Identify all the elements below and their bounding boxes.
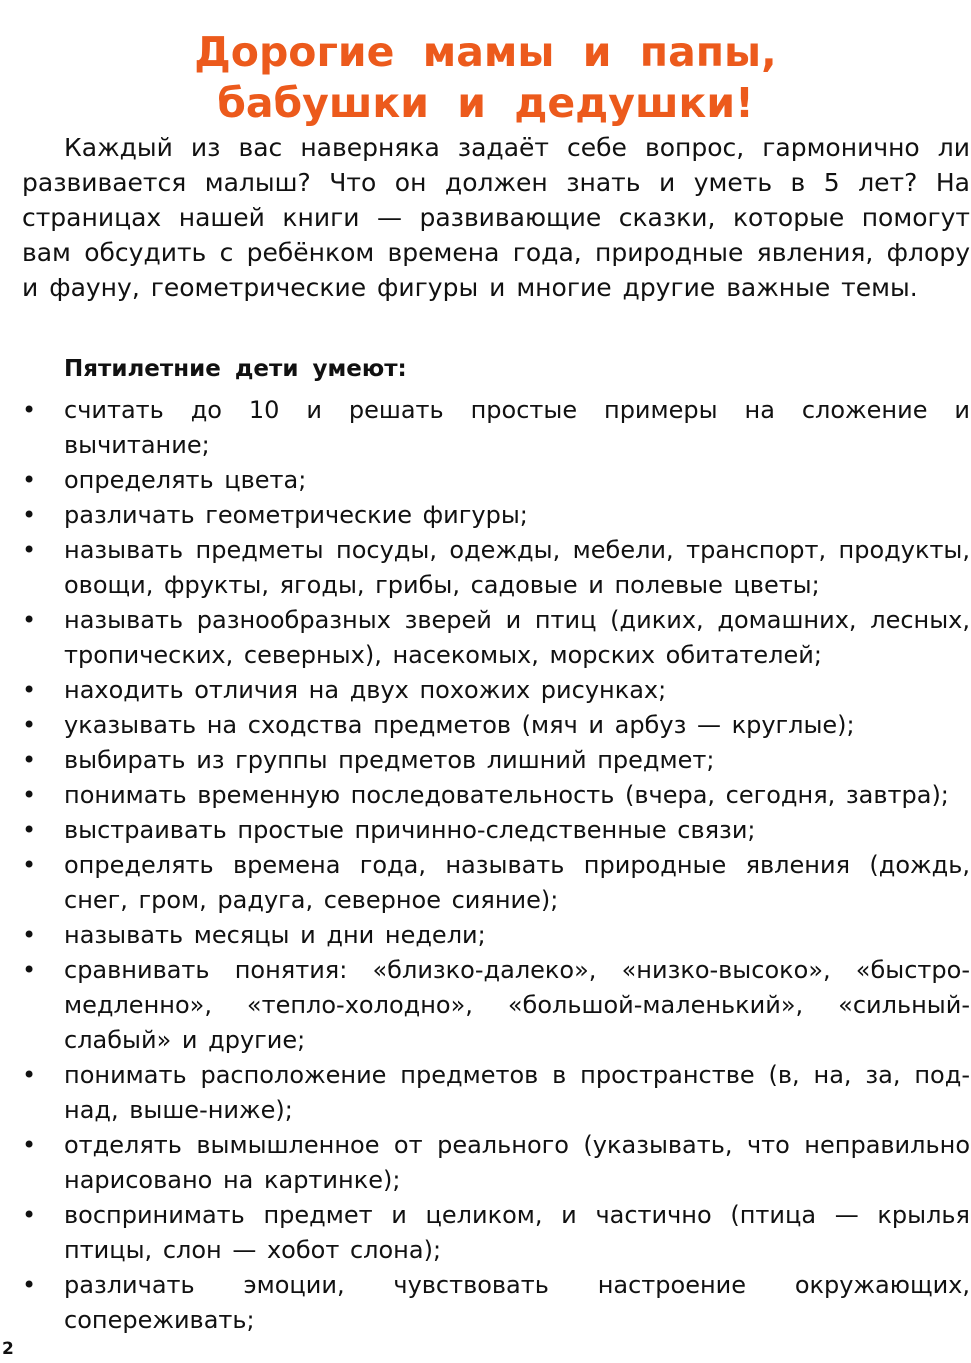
bullet-icon: • (22, 816, 37, 844)
skill-text: отделять вымышленное от реального (указывать, что неправильно нарисовано на картинке); (64, 1131, 970, 1194)
skill-list-item (22, 813, 970, 848)
skills-heading: Пятилетние дети умеют: (64, 356, 407, 382)
bullet-icon: • (22, 711, 37, 739)
bullet-icon: • (22, 606, 37, 634)
skill-list-item (22, 533, 970, 603)
skill-text: различать геометрические фигуры; (64, 501, 528, 529)
skill-list-item (22, 1058, 970, 1128)
skill-text: понимать временную последовательность (вчера, сегодня, завтра); (64, 781, 949, 809)
bullet-icon: • (22, 396, 37, 424)
bullet-icon: • (22, 851, 37, 879)
skill-text: называть месяцы и дни недели; (64, 921, 486, 949)
skill-text: определять времена года, называть природные явления (дождь, снег, гром, радуга, северное сияние); (64, 851, 970, 914)
skill-text: считать до 10 и решать простые примеры на сложение и вычитание; (64, 396, 970, 459)
skill-text: указывать на сходства предметов (мяч и арбуз — круглые); (64, 711, 855, 739)
skill-list-item (22, 1198, 970, 1268)
bullet-icon: • (22, 1201, 37, 1229)
skill-text: различать эмоции, чувствовать настроение окружающих, сопереживать; (64, 1271, 970, 1334)
skill-text: воспринимать предмет и целиком, и частично (птица — крылья птицы, слон — хобот слона); (64, 1201, 970, 1264)
skill-list-item (22, 673, 970, 708)
bullet-icon: • (22, 746, 37, 774)
skill-list-item (22, 953, 970, 1058)
bullet-icon: • (22, 956, 37, 984)
skill-list-item (22, 1268, 970, 1338)
bullet-icon: • (22, 1131, 37, 1159)
skill-text: находить отличия на двух похожих рисунках; (64, 676, 667, 704)
bullet-icon: • (22, 781, 37, 809)
skill-list-item (22, 918, 970, 953)
skill-list-item (22, 603, 970, 673)
skill-list-item (22, 743, 970, 778)
skill-list-item (22, 463, 970, 498)
bullet-icon: • (22, 1271, 37, 1299)
page-number: 2 (2, 1339, 14, 1359)
bullet-icon: • (22, 921, 37, 949)
skill-text: называть предметы посуды, одежды, мебели, транспорт, продукты, овощи, фрукты, ягоды, грибы, садовые и полевые цветы; (64, 536, 970, 599)
skill-text: выбирать из группы предметов лишний предмет; (64, 746, 715, 774)
bullet-icon: • (22, 676, 37, 704)
skill-list-item (22, 708, 970, 743)
skill-text: выстраивать простые причинно-следственные связи; (64, 816, 756, 844)
skills-list (22, 393, 970, 1338)
skill-text: сравнивать понятия: «близко-далеко», «низко-высоко», «быстро-медленно», «тепло-холодно», «большой-маленький», «сильный-слабый» и другие; (64, 956, 970, 1054)
skill-text: понимать расположение предметов в пространстве (в, на, за, под-над, выше-ниже); (64, 1061, 970, 1124)
skill-list-item (22, 848, 970, 918)
intro-paragraph: Каждый из вас наверняка задаёт себе вопрос, гармонично ли развивается малыш? Что он должен знать и уметь в 5 лет? На страницах нашей книги — развивающие сказки, которые помогут вам обсудить с ребёнком времена года, природные явления, флору и фауну, геометрические фигуры и многие другие важные темы. (22, 133, 970, 302)
skill-list-item (22, 1128, 970, 1198)
bullet-icon: • (22, 466, 37, 494)
skill-text: определять цвета; (64, 466, 307, 494)
bullet-icon: • (22, 536, 37, 564)
skill-list-item (22, 393, 970, 463)
bullet-icon: • (22, 501, 37, 529)
title-line-2: бабушки и дедушки! (217, 79, 754, 128)
skill-list-item (22, 498, 970, 533)
skill-list-item (22, 778, 970, 813)
title-line-1: Дорогие мамы и папы, (194, 28, 777, 77)
skill-text: называть разнообразных зверей и птиц (диких, домашних, лесных, тропических, северных), насекомых, морских обитателей; (64, 606, 970, 669)
bullet-icon: • (22, 1061, 37, 1089)
page-title (0, 27, 971, 129)
